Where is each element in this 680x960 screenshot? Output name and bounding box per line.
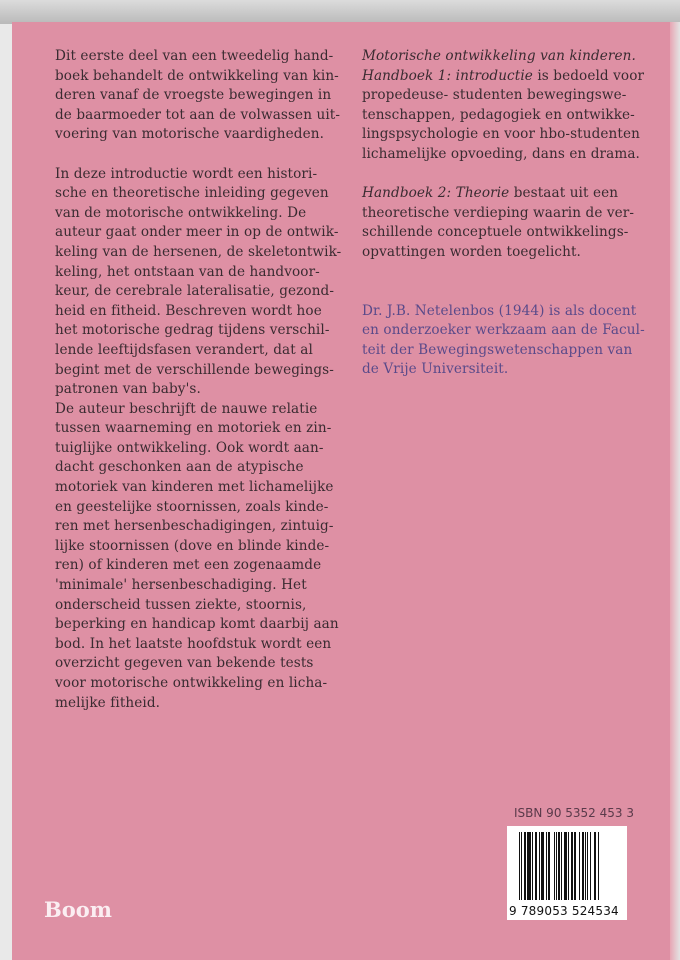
text-line: Dit eerste deel van een tweedelig hand- [55,48,334,64]
text-line: dacht geschonken aan de atypische [55,459,304,476]
barcode-number: 9 789053 524534 [509,904,619,918]
text-line: Dr. J.B. Netelenbos (1944) is als docent [362,302,637,319]
text-line: 'minimale' hersenbeschadiging. Het [55,577,307,594]
handbook-1-paragraph [362,47,645,165]
text-line: het motorische gedrag tijdens verschil- [55,322,330,339]
text-line: tussen waarneming en motoriek en zin- [55,420,332,437]
intro-paragraph [55,47,341,145]
author-bio [362,302,645,380]
text-line: en geestelijke stoornissen, zoals kinde- [55,498,329,515]
barcode [507,826,627,920]
text-line [362,106,645,126]
text-line [362,86,645,106]
text-line [362,184,645,204]
barcode-bars [519,832,615,900]
text-segment: propedeuse- studenten bewegingswe- [362,87,627,104]
text-line: overzicht gegeven van bekende tests [55,655,314,672]
text-line: In deze introductie wordt een histori- [55,165,318,182]
text-line: teit der Bewegingswetenschappen van [362,341,633,358]
text-line: motoriek van kinderen met lichamelijke [55,479,334,496]
text-segment: theoretische verdieping waarin de ver- [362,204,635,221]
barcode-bar [599,832,600,900]
text-line: voor motorische ontwikkeling en licha- [55,675,328,691]
text-line: beperking en handicap komt daarbij aan [55,616,339,633]
text-line: De auteur beschrijft de nauwe relatie [55,400,318,417]
text-line: ren) of kinderen met een zogenaamde [55,557,322,574]
text-segment: is bedoeld voor [532,67,645,84]
text-line: lijke stoornissen (dove en blinde kinde- [55,537,330,554]
content-paragraph [55,165,341,400]
book-top-edge [0,0,680,24]
text-line: deren vanaf de vroegste bewegingen in [55,87,332,104]
text-line: de baarmoeder tot aan de volwassen uit- [55,106,341,123]
text-line [362,243,645,263]
text-line [362,67,645,87]
text-line: van de motorische ontwikkeling. De [55,204,307,221]
text-line: ren met hersenbeschadigingen, zintuig- [55,518,334,535]
text-segment: schillende conceptuele ontwikkelings- [362,224,629,241]
right-column [362,47,645,400]
text-line: patronen van baby's. [55,381,201,398]
text-line: boek behandelt de ontwikkeling van kin- [55,67,339,84]
italic-title: Motorische ontwikkeling van kinderen. [362,48,636,64]
text-line: sche en theoretische inleiding gegeven [55,185,329,202]
text-segment: bestaat uit een [509,185,619,202]
text-line: voering van motorische vaardigheden. [55,126,325,143]
text-line [362,47,645,67]
isbn-text: ISBN 90 5352 453 3 [514,806,634,820]
text-line: de Vrije Universiteit. [362,361,509,378]
italic-title: Handboek 2: Theorie [362,185,510,202]
text-line: keur, de cerebrale lateralisatie, gezond- [55,283,335,300]
text-segment: opvattingen worden toegelicht. [362,243,581,260]
handbook-2-paragraph [362,184,645,262]
text-line [362,204,645,224]
text-line: auteur gaat onder meer in op de ontwik- [55,224,339,241]
text-line: bod. In het laatste hoofdstuk wordt een [55,635,332,652]
text-line: melijke fitheid. [55,694,161,711]
italic-title: Handboek 1: introductie [362,67,533,84]
text-line: en onderzoeker werkzaam aan de Facul- [362,322,645,339]
content-paragraph-2 [55,400,341,714]
text-line: tuiglijke ontwikkeling. Ook wordt aan- [55,439,324,456]
text-segment: lichamelijke opvoeding, dans en drama. [362,145,640,162]
text-line: heid en fitheid. Beschreven wordt hoe [55,302,322,319]
text-line: lende leeftijdsfasen verandert, dat al [55,341,313,358]
text-segment: lingspsychologie en voor hbo-studenten [362,126,640,143]
text-line: keling van de hersenen, de skeletontwik- [55,243,342,260]
text-line [362,145,645,165]
text-line: begint met de verschillende bewegings- [55,361,334,378]
text-line: keling, het ontstaan van de handvoor- [55,263,320,280]
text-line: onderscheid tussen ziekte, stoornis, [55,596,307,613]
left-column [55,47,341,713]
text-line [362,223,645,243]
book-spine-edge [670,22,680,960]
publisher-logo: Boom [44,897,112,922]
text-segment: tenschappen, pedagogiek en ontwikke- [362,106,635,123]
text-line [362,125,645,145]
